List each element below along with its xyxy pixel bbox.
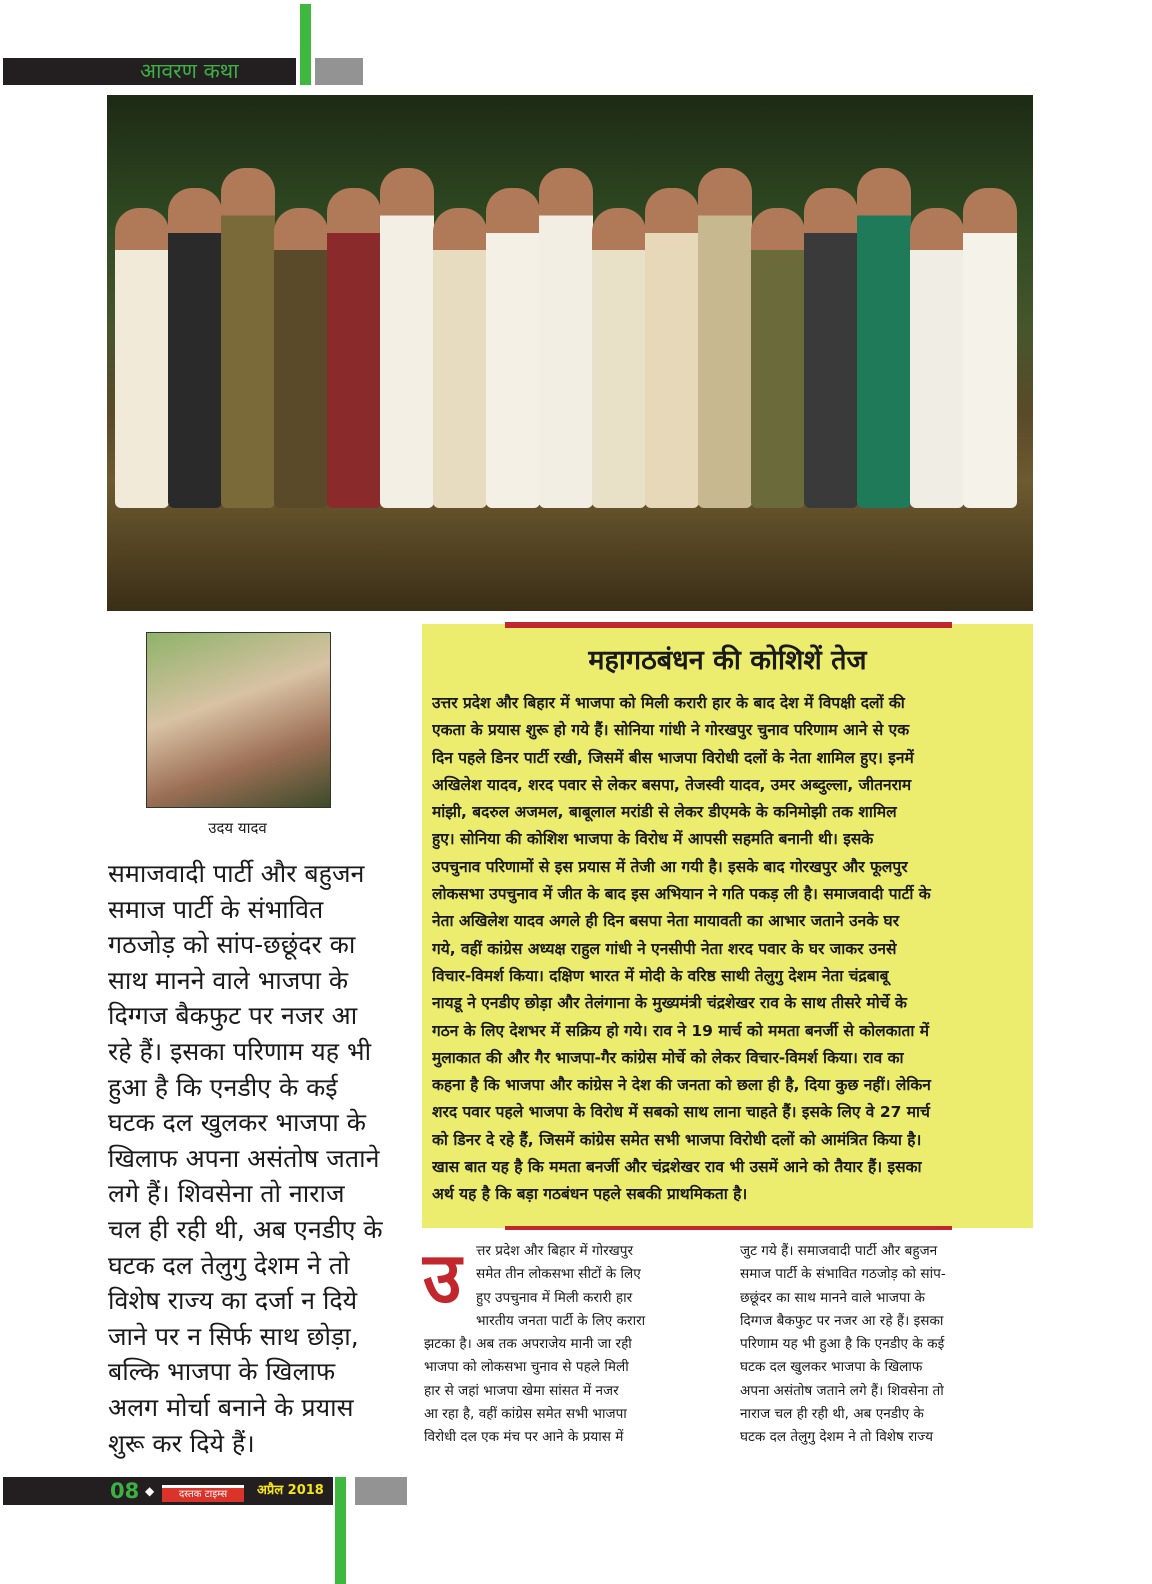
person-figure (274, 208, 328, 508)
person-figure (645, 188, 699, 508)
text-line: दिन पहले डिनर पार्टी रखी, जिसमें बीस भाजपा विरोधी दलों के नेता शामिल हुए। इनमें (432, 748, 914, 767)
gray-accent-block-bottom (355, 1477, 407, 1505)
text-line: रहे हैं। इसका परिणाम यह भी (108, 1036, 372, 1066)
text-line: उत्तर प्रदेश और बिहार में भाजपा को मिली करारी हार के बाद देश में विपक्षी दलों की (432, 694, 905, 712)
text-line: जाने पर न सिर्फ साथ छोड़ा, (108, 1321, 359, 1351)
person-figure (592, 208, 646, 508)
person-figure (857, 168, 911, 508)
author-photo (146, 632, 331, 808)
article-column-2 (740, 1240, 946, 1450)
text-line: घटक दल खुलकर भाजपा के (108, 1108, 366, 1138)
person-figure (698, 168, 752, 508)
text-line: त्तर प्रदेश और बिहार में गोरखपुर (476, 1243, 634, 1259)
text-line: झटका है। अब तक अपराजेय मानी जा रही (424, 1336, 632, 1352)
text-line: एकता के प्रयास शुरू हो गये हैं। सोनिया गांधी ने गोरखपुर चुनाव परिणाम आने से एक (432, 721, 910, 740)
text-line: समाजवादी पार्टी और बहुजन (108, 859, 365, 888)
text-line: परिणाम यह भी हुआ है कि एनडीए के कई (740, 1336, 945, 1353)
issue-date: अप्रैल 2018 (257, 1483, 324, 1498)
person-figure (433, 208, 487, 508)
text-line: दिग्गज बैकफुट पर नजर आ रहे हैं। इसका (740, 1312, 944, 1329)
text-line: मांझी, बदरुल अजमल, बाबूलाल मरांडी से लेकर डीएमके के कनिमोझी तक शामिल (432, 803, 897, 822)
gray-accent-block (315, 58, 363, 85)
box-bottom-rule (505, 1226, 952, 1230)
person-figure (221, 168, 275, 508)
text-line: शरद पवार पहले भाजपा के विरोध में सबको साथ लाना चाहते हैं। इसके लिए वे 27 मार्च (432, 1103, 930, 1122)
text-line: घटक दल तेलुगु देशम ने तो (108, 1250, 350, 1280)
green-accent-bar (300, 4, 311, 85)
text-line: छछूंदर का साथ मानने वाले भाजपा के (740, 1289, 925, 1306)
text-line: लगे हैं। शिवसेना तो नाराज (108, 1179, 345, 1209)
person-figure (327, 188, 381, 508)
text-line: को डिनर दे रहे हैं, जिसमें कांग्रेस समेत सभी भाजपा विरोधी दलों को आमंत्रित किया है। (432, 1130, 922, 1149)
box-title: महागठबंधन की कोशिशें तेज (588, 645, 867, 676)
text-line: विरोधी दल एक मंच पर आने के प्रयास में (424, 1429, 624, 1446)
text-line: अपना असंतोष जताने लगे हैं। शिवसेना तो (740, 1382, 944, 1399)
text-line: भारतीय जनता पार्टी के लिए करारा (476, 1312, 646, 1329)
text-line: समाज पार्टी के संभावित गठजोड़ को सांप- (740, 1266, 946, 1283)
text-line: आ रहा है, वहीं कांग्रेस समेत सभी भाजपा (424, 1405, 627, 1422)
author-name: उदय यादव (208, 819, 267, 837)
person-figure (168, 188, 222, 508)
text-line: खिलाफ अपना असंतोष जताने (108, 1143, 380, 1173)
person-figure (486, 188, 540, 508)
text-line: हुए उपचुनाव में मिली करारी हार (476, 1289, 633, 1306)
article-column-1 (424, 1333, 632, 1449)
box-top-rule (505, 622, 952, 628)
text-line: घटक दल तेलुगु देशम ने तो विशेष राज्य (740, 1429, 933, 1446)
text-line: गठजोड़ को सांप-छछूंदर का (108, 930, 356, 960)
green-accent-bar-bottom (335, 1477, 346, 1584)
separator-dot: ◆ (145, 1484, 155, 1498)
text-line: मुलाकात की और गैर भाजपा-गैर कांग्रेस मोर्चे को लेकर विचार-विमर्श किया। राव का (432, 1048, 904, 1067)
person-figure (751, 208, 805, 508)
text-line: लोकसभा उपचुनाव में जीत के बाद इस अभियान ने गति पकड़ ली है। समाजवादी पार्टी के (432, 885, 931, 904)
text-line: नायडू ने एनडीए छोड़ा और तेलंगाना के मुख्यमंत्री चंद्रशेखर राव के साथ तीसरे मोर्चे के (432, 994, 907, 1013)
text-line: अखिलेश यादव, शरद पवार से लेकर बसपा, तेजस्वी यादव, उमर अब्दुल्ला, जीतनराम (432, 775, 912, 794)
drop-cap: उ (423, 1237, 462, 1319)
person-figure (380, 168, 434, 508)
section-title: आवरण कथा (140, 59, 239, 83)
text-line: नाराज चल ही रही थी, अब एनडीए के (740, 1406, 924, 1423)
text-line: साथ मानने वाले भाजपा के (108, 965, 349, 995)
text-line: समेत तीन लोकसभा सीटों के लिए (476, 1266, 641, 1283)
person-figure (910, 208, 964, 508)
person-figure (963, 188, 1017, 508)
text-line: गये, वहीं कांग्रेस अध्यक्ष राहुल गांधी ने एनसीपी नेता शरद पवार के घर जाकर उनसे (432, 939, 897, 958)
text-line: विचार-विमर्श किया। दक्षिण भारत में मोदी के वरिष्ठ साथी तेलुगु देशम नेता चंद्रबाबू (432, 966, 889, 985)
text-line: विशेष राज्य का दर्जा न दिये (108, 1286, 358, 1316)
text-line: जुट गये हैं। समाजवादी पार्टी और बहुजन (740, 1243, 938, 1259)
group-photo (107, 95, 1033, 611)
person-figure (804, 188, 858, 508)
person-figure (539, 168, 593, 508)
text-line: खास बात यह है कि ममता बनर्जी और चंद्रशेखर राव भी उसमें आने को तैयार हैं। इसका (432, 1158, 922, 1177)
text-line: अर्थ यह है कि बड़ा गठबंधन पहले सबकी प्राथमिकता है। (432, 1185, 748, 1204)
magazine-logo: दस्तक टाइम्स (162, 1485, 244, 1502)
text-line: हार से जहां भाजपा खेमा सांसत में नजर (424, 1382, 619, 1399)
text-line: गठन के लिए देशभर में सक्रिय हो गये। राव ने 19 मार्च को ममता बनर्जी से कोलकाता में (432, 1021, 930, 1040)
pull-quote (108, 856, 398, 1461)
text-line: शुरू कर दिये हैं। (108, 1428, 255, 1458)
text-line: समाज पार्टी के संभावित (108, 894, 324, 924)
text-line: चल ही रही थी, अब एनडीए के (108, 1214, 383, 1244)
text-line: कहना है कि भाजपा और कांग्रेस ने देश की जनता को छला ही है, दिया कुछ नहीं। लेकिन (432, 1076, 931, 1095)
page-number: 08 (110, 1479, 140, 1503)
text-line: उपचुनाव परिणामों से इस प्रयास में तेजी आ गयी है। इसके बाद गोरखपुर और फूलपुर (432, 857, 908, 876)
text-line: बल्कि भाजपा के खिलाफ (108, 1357, 336, 1387)
text-line: भाजपा को लोकसभा चुनाव से पहले मिली (424, 1359, 629, 1376)
text-line: हुए। सोनिया की कोशिश भाजपा के विरोध में आपसी सहमति बनानी थी। इसके (432, 830, 874, 849)
person-figure (115, 208, 169, 508)
text-line: हुआ है कि एनडीए के कई (108, 1072, 338, 1102)
text-line: दिग्गज बैकफुट पर नजर आ (108, 1001, 358, 1031)
text-line: घटक दल खुलकर भाजपा के खिलाफ (740, 1359, 923, 1376)
article-column-1-top (476, 1240, 645, 1333)
text-line: अलग मोर्चा बनाने के प्रयास (108, 1392, 354, 1422)
text-line: नेता अखिलेश यादव अगले ही दिन बसपा नेता मायावती का आभार जताने उनके घर (432, 912, 900, 931)
box-body (432, 690, 1028, 1209)
